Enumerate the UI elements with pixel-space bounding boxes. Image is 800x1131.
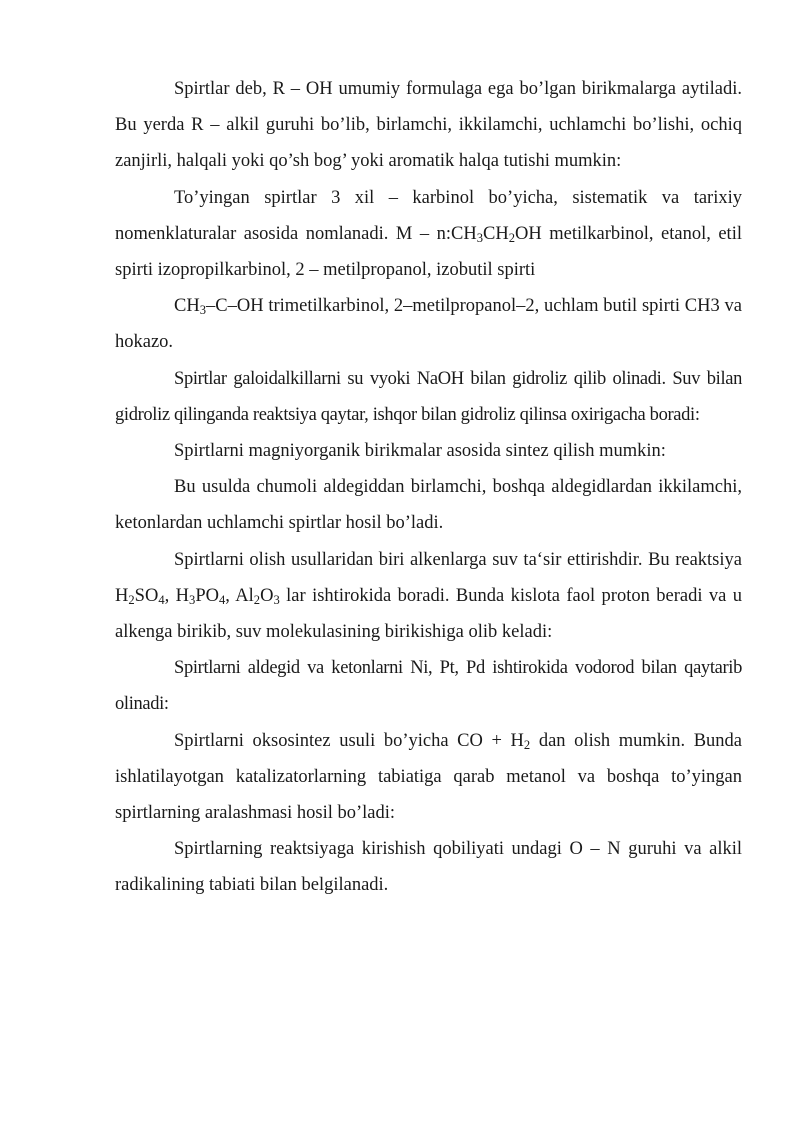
paragraph-text: , H	[164, 585, 190, 606]
paragraph-text: Spirtlarning reaktsiyaga kirishish qobiliyati undagi O – N guruhi va alkil radikalining tabiati bilan belgilanadi.	[115, 839, 742, 896]
subscript: 2	[128, 592, 135, 607]
subscript: 4	[218, 592, 226, 607]
subscript: 2	[253, 592, 261, 607]
subscript: 2	[508, 230, 515, 245]
subscript: 3	[273, 592, 280, 607]
paragraph-text: lar ishtirokida boradi. Bunda kislota faol proton beradi va u alkenga birikib, suv molekulasining birikishiga olib keladi:	[115, 585, 742, 643]
paragraph-text: Bu usulda chumoli aldegiddan birlamchi, boshqa aldegidlardan ikkilamchi, ketonlardan uchlamchi spirtlar hosil bo’ladi.	[115, 477, 742, 534]
paragraph-text: O	[260, 585, 274, 606]
paragraph-text: Spirtlarni magniyorganik birikmalar asosida sintez qilish mumkin:	[174, 441, 666, 462]
paragraph-hydrolysis	[115, 361, 742, 433]
paragraph-text: Spirtlarni aldegid va ketonlarni Ni, Pt, Pd ishtirokida vodorod bilan qaytarib olinadi:	[115, 658, 742, 715]
paragraph-text: CH	[174, 296, 200, 317]
paragraph-text: Spirtlarni olish usullaridan biri alkenlarga suv ta‘sir ettirishdir. Bu reaktsiya H	[115, 549, 742, 606]
paragraph-text: SO	[134, 585, 159, 606]
paragraph-aldehydes	[115, 469, 742, 541]
paragraph-text: , Al	[225, 585, 254, 606]
subscript: 3	[199, 303, 206, 318]
paragraph-reduction	[115, 650, 742, 722]
subscript: 2	[523, 737, 531, 752]
paragraph-reactivity	[115, 831, 742, 903]
paragraph-text: To’yingan spirtlar 3 xil – karbinol bo’yicha, sistematik va tarixiy nomenklaturalar asosida nomlanadi. M – n:CH	[115, 187, 742, 244]
paragraph-text: Spirtlar galoidalkillarni su vyoki NaOH bilan gidroliz qilib olinadi. Suv bilan gidroliz qilinganda reaktsiya qaytar, ishqor bilan gidroliz qilinsa oxirigacha boradi:	[115, 368, 742, 425]
paragraph-text: Spirtlar deb, R – OH umumiy formulaga ega bo’lgan birikmalarga aytiladi. Bu yerda R – alkil guruhi bo’lib, birlamchi, ikkilamchi, uchlamchi bo’lishi, ochiq zanjirli, halqali yoki qo’sh bog’ yoki aromatik halqa tutishi mumkin:	[115, 79, 742, 172]
paragraph-text: PO	[195, 585, 219, 606]
paragraph-grignard	[115, 433, 742, 469]
paragraph-oxosynthesis	[115, 723, 742, 832]
paragraph-text: OH metilkarbinol, etanol, etil spirti izopropilkarbinol, 2 – metilpropanol, izobutil spirti	[115, 223, 742, 281]
paragraph-text: –C–OH trimetilkarbinol, 2–metilpropanol–2, uchlam butil spirti CH3 va hokazo.	[115, 296, 742, 353]
subscript: 3	[476, 230, 483, 245]
document-page	[115, 71, 742, 904]
subscript: 3	[189, 592, 196, 607]
subscript: 4	[158, 592, 165, 607]
paragraph-trimethylcarbinol	[115, 288, 742, 360]
paragraph-text: dan olish mumkin. Bunda ishlatilayotgan katalizatorlarning tabiatiga qarab metanol va boshqa to’yingan spirtlarning aralashmasi hosil bo’ladi:	[115, 730, 742, 824]
paragraph-text: CH	[483, 223, 509, 244]
paragraph-text: Spirtlarni oksosintez usuli bo’yicha CO + H	[174, 730, 524, 751]
paragraph-hydration	[115, 542, 742, 651]
paragraph-nomenclature	[115, 180, 742, 289]
paragraph-definition	[115, 71, 742, 180]
